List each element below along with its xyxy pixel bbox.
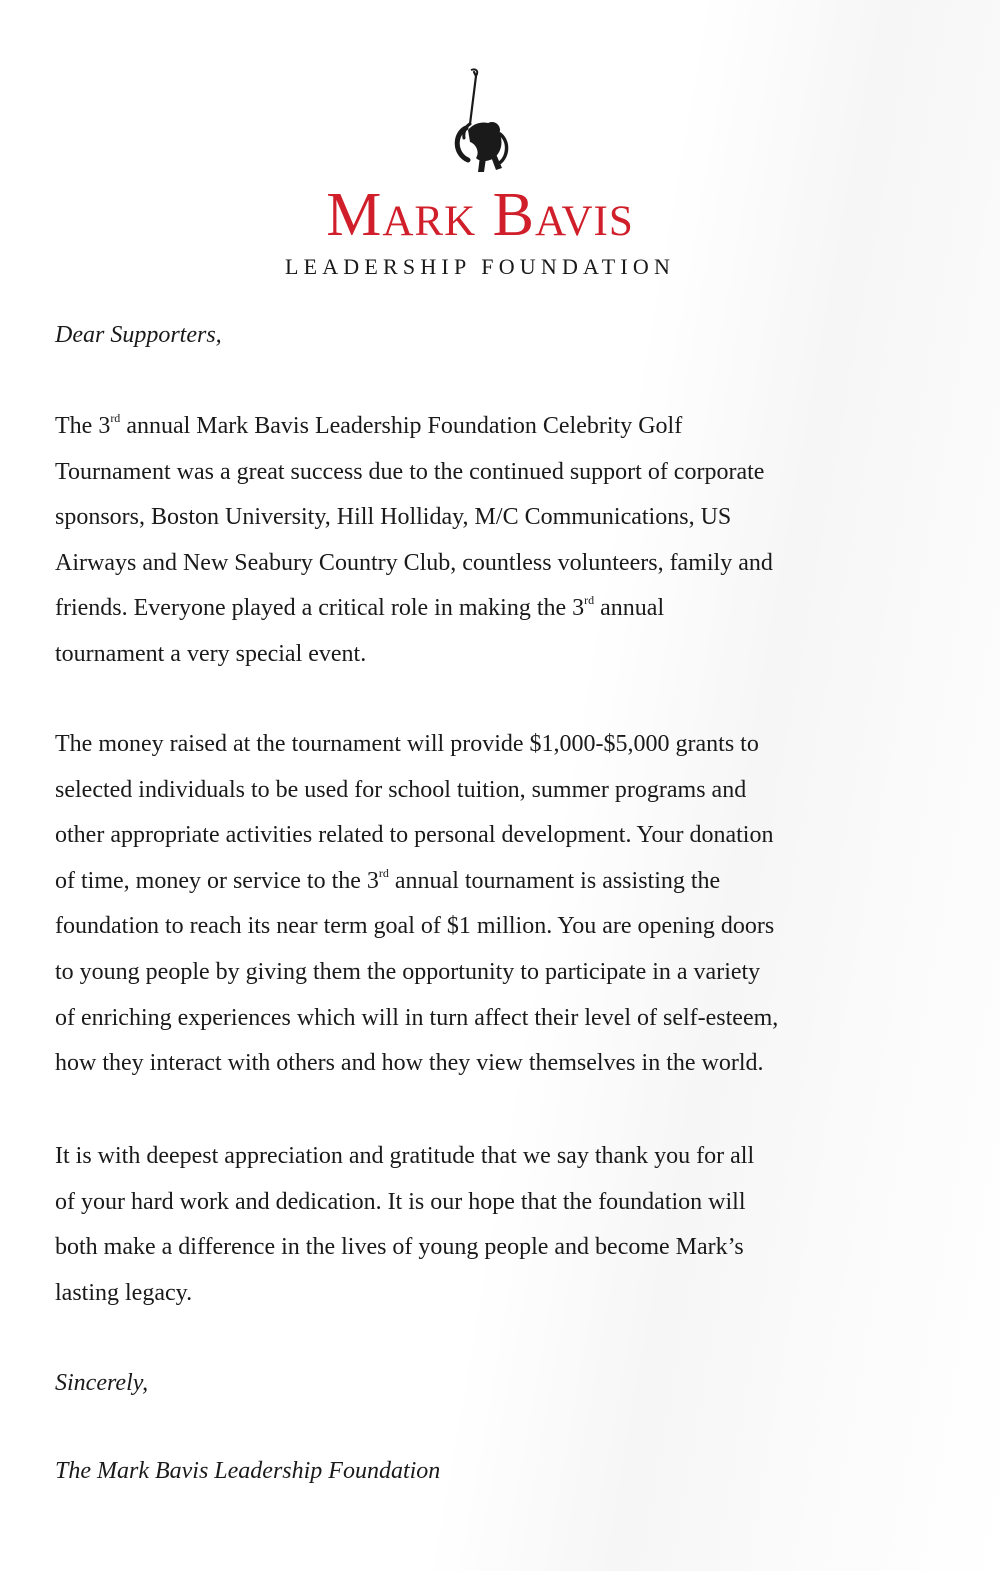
paragraph-line [55, 722, 935, 768]
paragraph-1 [55, 404, 935, 678]
line-text: of enriching experiences which will in turn affect their level of self-esteem, [55, 1004, 779, 1031]
ordinal-suffix: rd [110, 411, 121, 425]
foundation-subtitle: LEADERSHIP FOUNDATION [284, 254, 676, 279]
line-text: how they interact with others and how they view themselves in the world. [55, 1050, 764, 1077]
paragraph-line [55, 950, 935, 996]
line-text: The 3 [55, 413, 111, 439]
line-text: lasting legacy. [55, 1279, 193, 1306]
ordinal-suffix: rd [584, 593, 595, 608]
salutation: Dear Supporters, [55, 322, 222, 348]
line-text: annual Mark Bavis Leadership Foundation Celebrity Golf [120, 413, 683, 439]
line-text: annual tournament is assisting the [388, 867, 721, 894]
line-text: other appropriate activities related to personal development. Your donation [55, 822, 774, 849]
paragraph-line [55, 450, 935, 496]
line-text: Airways and New Seabury Country Club, countless volunteers, family and [55, 549, 773, 576]
paragraph-line [55, 768, 935, 814]
golfer-silhouette-icon [446, 68, 516, 173]
paragraph-2 [55, 722, 935, 1087]
paragraph-line [55, 1041, 935, 1087]
paragraph-line [55, 813, 935, 859]
letterhead [250, 68, 710, 283]
signature: The Mark Bavis Leadership Foundation [55, 1458, 441, 1484]
paragraph-line [55, 1271, 935, 1317]
line-text: foundation to reach its near term goal of $1 million. You are opening doors [55, 913, 775, 940]
line-text: both make a difference in the lives of young people and become Mark’s [55, 1234, 744, 1261]
line-text: sponsors, Boston University, Hill Holliday, M/C Communications, US [55, 504, 732, 531]
paragraph-line [55, 904, 935, 950]
ordinal-suffix: rd [378, 865, 389, 880]
paragraph-line [55, 541, 935, 587]
paragraph-line [55, 1180, 935, 1226]
line-text: of your hard work and dedication. It is our hope that the foundation will [55, 1188, 746, 1215]
paragraph-line [55, 632, 935, 678]
paragraph-line [55, 1134, 935, 1180]
line-text: to young people by giving them the opportunity to participate in a variety [55, 958, 761, 985]
line-text: tournament a very special event. [55, 640, 367, 667]
line-text: annual [594, 595, 665, 622]
paragraph-3 [55, 1134, 935, 1316]
paragraph-line [55, 404, 935, 450]
line-text: It is with deepest appreciation and gratitude that we say thank you for all [55, 1143, 755, 1169]
paragraph-line [55, 1225, 935, 1271]
paragraph-line [55, 996, 935, 1042]
line-text: selected individuals to be used for school tuition, summer programs and [55, 776, 747, 803]
paragraph-line [55, 859, 935, 905]
line-text: friends. Everyone played a critical role in making the 3 [55, 595, 585, 622]
line-text: Tournament was a great success due to the continued support of corporate [55, 458, 765, 485]
closing: Sincerely, [55, 1370, 149, 1396]
paragraph-line [55, 495, 935, 541]
paragraph-line [55, 586, 935, 632]
line-text: of time, money or service to the 3 [55, 867, 379, 894]
line-text: The money raised at the tournament will provide $1,000-$5,000 grants to [55, 731, 759, 757]
foundation-name: Mark Bavis [326, 181, 634, 249]
